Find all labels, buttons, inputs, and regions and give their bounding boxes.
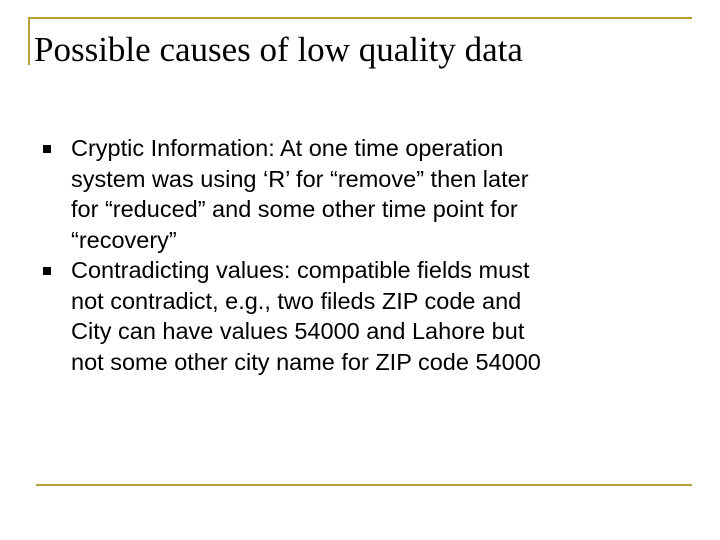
bullet-text-line: not some other city name for ZIP code 54000 xyxy=(71,348,541,375)
bullet-text-line: Cryptic Information: At one time operation xyxy=(71,135,504,161)
title-top-rule xyxy=(28,17,692,19)
bullet-list xyxy=(43,133,683,377)
square-bullet-icon xyxy=(43,267,51,275)
bullet-text-line: not contradict, e.g., two fileds ZIP code and xyxy=(71,287,522,314)
footer-rule xyxy=(36,484,692,486)
bullet-item-contradicting-values xyxy=(43,255,683,377)
bullet-text-line: Contradicting values: compatible fields must xyxy=(71,257,530,283)
bullet-text-line: City can have values 54000 and Lahore but xyxy=(71,318,525,344)
square-bullet-icon xyxy=(43,145,51,153)
bullet-text-line: “recovery” xyxy=(71,226,177,253)
title-left-rule xyxy=(28,17,30,65)
bullet-text-line: for “reduced” and some other time point for xyxy=(71,196,518,222)
bullet-item-cryptic-information xyxy=(43,133,683,255)
slide-title: Possible causes of low quality data xyxy=(34,30,523,69)
bullet-text-line: system was using ‘R’ for “remove” then later xyxy=(71,165,529,192)
